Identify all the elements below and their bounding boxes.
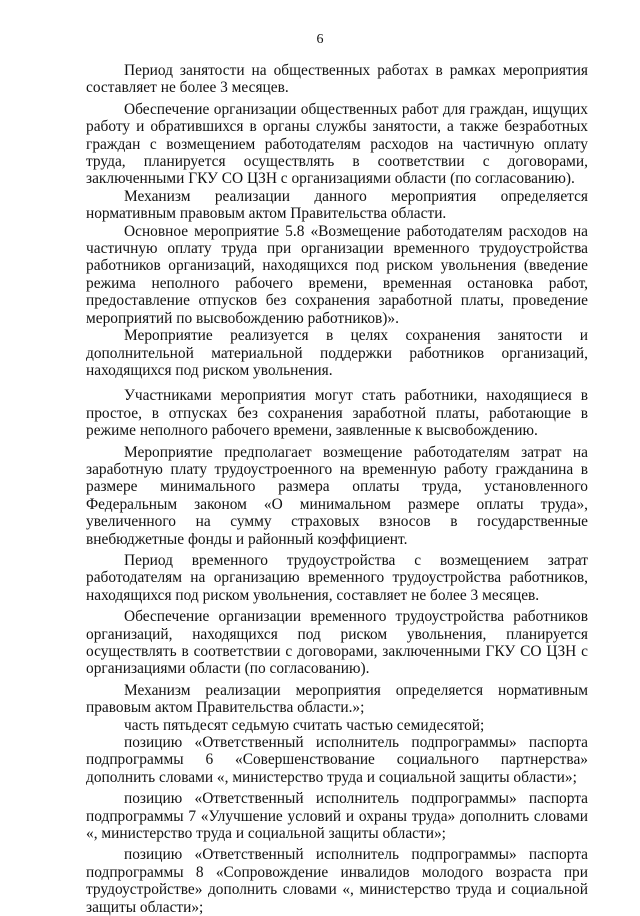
paragraph: Период временного трудоустройства с возмещением затрат работодателям на организацию временного трудоустройства работников, находящихся под риском увольнения, составляет не более 3 месяцев. [86,551,588,604]
paragraph: позицию «Ответственный исполнитель подпрограммы» паспорта подпрограммы 6 «Совершенствование социального партнерства» дополнить словами «, министерство труда и социальной защиты области»; [86,734,588,786]
paragraph: позицию «Ответственный исполнитель подпрограммы» паспорта подпрограммы 7 «Улучшение условий и охраны труда» дополнить словами «, министерство труда и социальной защиты области»; [86,790,588,843]
paragraph: Мероприятие реализуется в целях сохранения занятости и дополнительной материальной поддержки работников организаций, находящихся под риском увольнения. [86,327,588,379]
document-body [86,62,588,916]
paragraph: Механизм реализации данного мероприятия определяется нормативным правовым актом Правительства области. [86,187,588,223]
paragraph: часть пятьдесят седьмую считать частью семидесятой; [124,716,485,734]
page-number: 6 [316,32,324,47]
paragraph: Участниками мероприятия могут стать работники, находящиеся в простое, в отпусках без сохранения заработной платы, работающие в режиме неполного рабочего времени, заявленные к высвобождению. [86,387,588,440]
paragraph: Период занятости на общественных работах в рамках мероприятия составляет не более 3 месяцев. [86,62,588,97]
paragraph: Обеспечение организации временного трудоустройства работников организаций, находящихся под риском увольнения, планируется осуществлять в соответствии с договорами, заключенными ГКУ СО ЦЗН с организациями области (по согласованию). [86,608,588,678]
paragraph: Мероприятие предполагает возмещение работодателям затрат на заработную плату трудоустроенного на временную работу гражданина в размере минимального размера оплаты труда, установленного Федеральным законом «О минимальном размере оплаты труда», увеличенного на сумму страховых взносов в государственные внебюджетные фонды и районный коэффициент. [86,443,588,548]
paragraph: Механизм реализации мероприятия определяется нормативным правовым актом Правительства области.»; [86,681,588,717]
paragraph: Обеспечение организации общественных работ для граждан, ищущих работу и обратившихся в органы службы занятости, а также безработных граждан с возмещением работодателям расходов на частичную оплату труда, планируется осуществлять в соответствии с договорами, заключенными ГКУ СО ЦЗН с организациями области (по согласованию). [86,100,588,188]
paragraph: Основное мероприятие 5.8 «Возмещение работодателям расходов на частичную оплату труда при организации временного трудоустройства работников организаций, находящихся под риском увольнения (введение режима неполного рабочего времени, временная остановка работ, предоставление отпусков без сохранения заработной платы, проведение мероприятий по высвобождению работников)». [86,222,588,327]
paragraph: позицию «Ответственный исполнитель подпрограммы» паспорта подпрограммы 8 «Сопровождение инвалидов молодого возраста при трудоустройстве» дополнить словами «, министерство труда и социальной защиты области»; [86,846,588,916]
